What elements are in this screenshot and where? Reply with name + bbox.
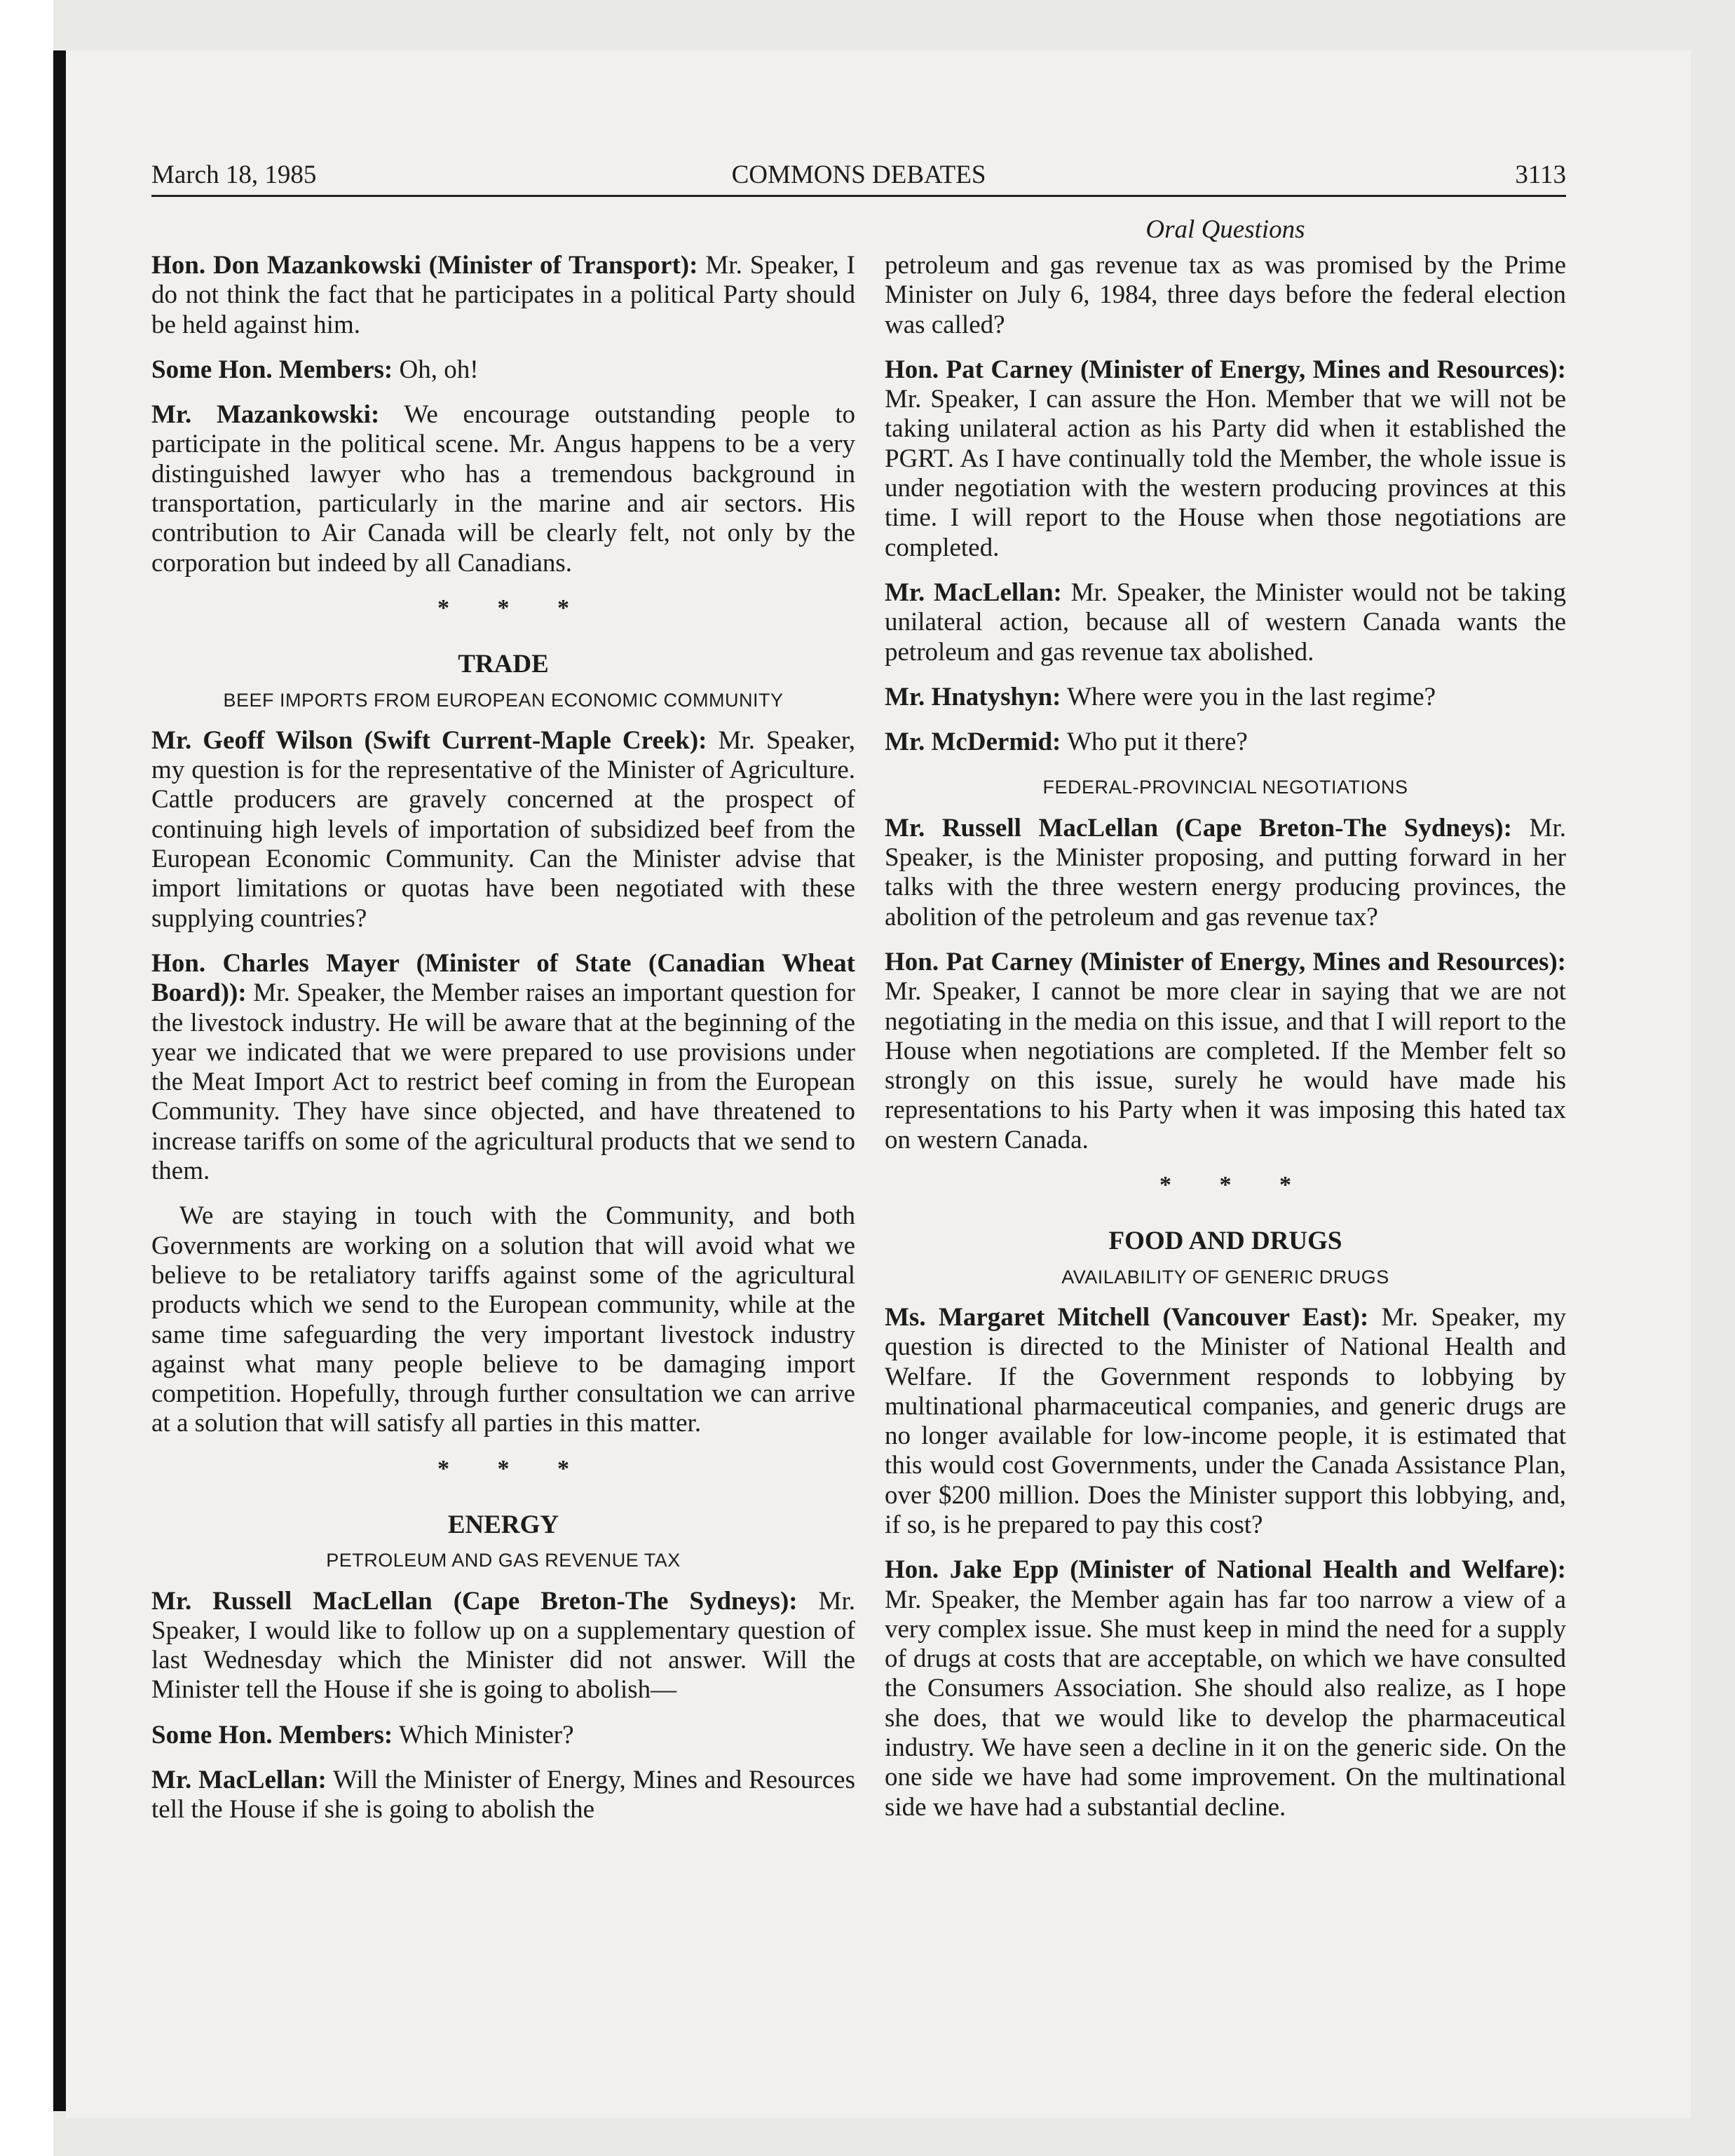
paragraph (151, 1587, 855, 1705)
section-separator: * * * (1159, 1172, 1312, 1199)
paragraph (885, 355, 1566, 563)
header-page-number: 3113 (1515, 161, 1566, 189)
speaker-name: Ms. Margaret Mitchell (Vancouver East): (885, 1302, 1369, 1332)
paragraph (151, 1721, 855, 1750)
paragraph (151, 949, 855, 1186)
paragraph (151, 726, 855, 934)
paragraph-text: Will the Minister of Energy, Mines and Resources tell the House if she is going to abolish the (151, 1766, 855, 1824)
section-heading: ENERGY (447, 1510, 559, 1539)
paragraph-text: We encourage outstanding people to participate in the political scene. Mr. Angus happens to be a very distinguished lawyer who has a tremendous background in transportation, particularly in the marine and air sectors. His contribution to Air Canada will be clearly felt, not only by the corporation but indeed by all Canadians. (151, 400, 855, 578)
section-subheading: AVAILABILITY OF GENERIC DRUGS (1061, 1266, 1389, 1288)
paragraph (885, 948, 1566, 1155)
paragraph-text: Which Minister? (393, 1720, 574, 1749)
speaker-name: Hon. Pat Carney (Minister of Energy, Mines and Resources): (885, 947, 1566, 976)
speaker-name: Some Hon. Members: (151, 355, 393, 384)
speaker-name: Some Hon. Members: (151, 1720, 393, 1749)
section-label: Oral Questions (1145, 215, 1305, 244)
paragraph (151, 400, 855, 578)
speaker-name: Hon. Don Mazankowski (Minister of Transport): (151, 251, 698, 280)
speaker-name: Mr. McDermid: (885, 728, 1061, 757)
paragraph-text: Mr. Speaker, I would like to follow up on a supplementary question of last Wednesday which the Minister did not answer. Will the Minister tell the House if she is going to abolish— (151, 1586, 855, 1705)
paragraph-text: Mr. Speaker, the Minister would not be taking unilateral action, because all of western Canada wants the petroleum and gas revenue tax abolished. (885, 578, 1566, 667)
speaker-name: Mr. Russell MacLellan (Cape Breton-The Sydneys): (151, 1586, 798, 1616)
paragraph (885, 814, 1566, 932)
paragraph-text: Mr. Speaker, my question is for the representative of the Minister of Agriculture. Cattle producers are gravely concerned at the prospect of continuing high levels of importation of subsidized beef from the European Economic Community. Can the Minister advise that import limitations or quotas have been negotiated with these supplying countries? (151, 725, 855, 933)
paragraph (151, 355, 855, 385)
paragraph-text: Mr. Speaker, my question is directed to the Minister of National Health and Welfare. If the Government responds to lobbying by multinational pharmaceutical companies, and generic drugs are no longer available for low-income people, it is estimated that this would cost Governments, under the Canada Assistance Plan, over $200 million. Does the Minister support this lobbying, and, if so, is he prepared to pay this cost? (885, 1302, 1566, 1539)
paragraph-text: We are staying in touch with the Community, and both Governments are working on a solution that will avoid what we believe to be retaliatory tariffs against some of the agricultural products which we send to the European community, while at the same time safeguarding the very important livestock industry against what many people believe to be damaging import competition. Hopefully, through further consultation we can arrive at a solution that will satisfy all parties in this matter. (151, 1201, 855, 1438)
speaker-name: Mr. Geoff Wilson (Swift Current-Maple Creek): (151, 725, 707, 755)
scan-border (0, 0, 53, 2156)
paragraph (885, 1303, 1566, 1540)
section-subheading: BEEF IMPORTS FROM EUROPEAN ECONOMIC COMMUNITY (223, 689, 784, 711)
section-heading: FOOD AND DRUGS (1108, 1227, 1342, 1256)
speaker-name: Hon. Jake Epp (Minister of National Health and Welfare): (885, 1555, 1566, 1585)
page-header (151, 160, 1566, 196)
section-heading: TRADE (458, 650, 549, 679)
paragraph (885, 578, 1566, 667)
left-column (151, 251, 855, 1841)
paragraph (885, 728, 1566, 757)
paragraph (151, 1766, 855, 1825)
scan-binding-shadow (53, 50, 66, 2111)
header-date: March 18, 1985 (151, 161, 317, 189)
paragraph (151, 1201, 855, 1438)
section-subheading: FEDERAL-PROVINCIAL NEGOTIATIONS (1042, 777, 1408, 798)
paragraph-text: Mr. Speaker, I can assure the Hon. Member that we will not be taking unilateral action as his Party did when it established the PGRT. As I have continually told the Member, the whole issue is under negotiation with the western producing provinces at this time. I will report to the House when those negotiations are completed. (885, 385, 1566, 562)
paragraph-text: Where were you in the last regime? (1061, 682, 1436, 711)
paragraph (885, 1555, 1566, 1822)
header-rule (151, 195, 1566, 197)
paragraph-text: Oh, oh! (393, 355, 479, 384)
paragraph-text: Mr. Speaker, the Member raises an important question for the livestock industry. He will be aware that at the beginning of the year we indicated that we were prepared to use provisions under the Meat Import Act to restrict beef coming in from the European Community. They have since objected, and have threatened to increase tariffs on some of the agricultural products that we send to them. (151, 978, 855, 1186)
speaker-name: Mr. MacLellan: (151, 1766, 327, 1795)
paragraph-text: Mr. Speaker, I cannot be more clear in saying that we are not negotiating in the media on this issue, and that I will report to the House when negotiations are completed. If the Member felt so strongly on this issue, surely he would have made his representations to his Party when it was imposing this hated tax on western Canada. (885, 977, 1566, 1154)
paragraph-text: Mr. Speaker, is the Minister proposing, and putting forward in her talks with the three western energy producing provinces, the abolition of the petroleum and gas revenue tax? (885, 813, 1566, 932)
paragraph (151, 251, 855, 340)
speaker-name: Mr. Mazankowski: (151, 400, 380, 430)
paragraph-text: Who put it there? (1061, 728, 1248, 757)
speaker-name: Mr. MacLellan: (885, 578, 1062, 607)
paragraph (885, 251, 1566, 340)
paragraph-text: Mr. Speaker, I do not think the fact that he participates in a political Party should be held against him. (151, 251, 855, 339)
speaker-name: Hon. Charles Mayer (Minister of State (Canadian Wheat Board)): (151, 948, 855, 1008)
paragraph (885, 683, 1566, 712)
section-separator: * * * (437, 1455, 590, 1482)
paragraph-text: petroleum and gas revenue tax as was promised by the Prime Minister on July 6, 1984, three days before the federal election was called? (885, 251, 1566, 339)
speaker-name: Mr. Hnatyshyn: (885, 682, 1061, 711)
header-title: COMMONS DEBATES (731, 161, 986, 189)
paragraph-text: Mr. Speaker, the Member again has far too narrow a view of a very complex issue. She must keep in mind the need for a supply of drugs at costs that are acceptable, on which we have consulted the Consumers Association. She should also realize, as I hope she does, that we would like to develop the pharmaceutical industry. We have seen a decline in it on the generic side. On the one side we have had some improvement. On the multinational side we have had a substantial decline. (885, 1585, 1566, 1822)
speaker-name: Hon. Pat Carney (Minister of Energy, Mines and Resources): (885, 355, 1566, 384)
speaker-name: Mr. Russell MacLellan (Cape Breton-The Sydneys): (885, 813, 1512, 842)
section-separator: * * * (437, 594, 590, 621)
right-column (885, 251, 1566, 1838)
section-subheading: PETROLEUM AND GAS REVENUE TAX (326, 1550, 681, 1571)
